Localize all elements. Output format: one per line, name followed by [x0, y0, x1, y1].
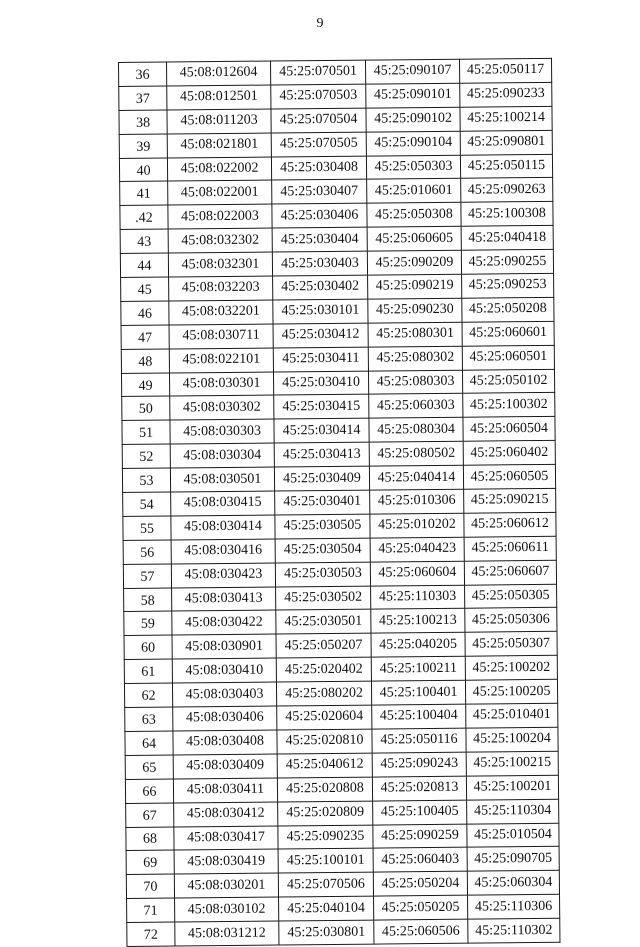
- cadastral-number-cell: 45:25:090102: [366, 107, 460, 132]
- row-number-cell: 51: [122, 420, 170, 444]
- cadastral-number-cell: 45:25:010401: [466, 703, 558, 728]
- cadastral-number-cell: 45:25:030502: [276, 586, 371, 611]
- cadastral-number-cell: 45:25:010306: [370, 489, 464, 514]
- cadastral-number-cell: 45:25:100214: [460, 106, 552, 131]
- cadastral-number-cell: 45:25:060402: [463, 441, 555, 466]
- cadastral-number-cell: 45:25:110304: [467, 799, 559, 824]
- cadastral-number-cell: 45:25:020810: [277, 729, 372, 754]
- cadastral-number-cell: 45:25:050117: [459, 58, 551, 83]
- cadastral-number-cell: 45:25:050205: [374, 895, 468, 920]
- row-number-cell: 68: [126, 826, 174, 850]
- row-number-cell: 36: [119, 62, 167, 86]
- cadastral-number-cell: 45:08:030201: [174, 873, 278, 898]
- cadastral-number-cell: 45:25:050305: [465, 584, 557, 609]
- cadastral-number-cell: 45:25:100215: [466, 751, 558, 776]
- row-number-cell: 55: [123, 516, 171, 540]
- cadastral-number-cell: 45:25:080303: [368, 370, 462, 395]
- row-number-cell: 40: [119, 158, 167, 182]
- cadastral-number-cell: 45:08:030408: [173, 730, 277, 755]
- cadastral-number-cell: 45:25:030406: [272, 203, 367, 228]
- cadastral-number-cell: 45:08:011203: [167, 109, 271, 134]
- row-number-cell: 46: [121, 301, 169, 325]
- cadastral-number-cell: 45:25:030404: [272, 227, 367, 252]
- cadastral-number-cell: 45:25:050204: [373, 871, 467, 896]
- row-number-cell: 72: [127, 922, 175, 946]
- cadastral-number-cell: 45:25:090233: [460, 82, 552, 107]
- cadastral-number-cell: 45:08:032201: [169, 300, 273, 325]
- cadastral-number-cell: 45:25:030411: [273, 347, 368, 372]
- cadastral-number-cell: 45:08:030414: [171, 515, 275, 540]
- cadastral-number-cell: 45:25:090705: [467, 847, 559, 872]
- cadastral-number-cell: 45:25:010202: [370, 513, 464, 538]
- cadastral-number-cell: 45:25:090263: [461, 178, 553, 203]
- cadastral-number-cell: 45:25:060612: [464, 512, 556, 537]
- cadastral-number-cell: 45:25:020809: [278, 801, 373, 826]
- cadastral-number-cell: 45:25:030412: [273, 323, 368, 348]
- cadastral-number-cell: 45:25:070501: [270, 60, 365, 85]
- cadastral-number-cell: 45:25:040104: [279, 896, 374, 921]
- cadastral-number-cell: 45:25:010601: [367, 179, 461, 204]
- cadastral-number-cell: 45:25:050303: [366, 155, 460, 180]
- row-number-cell: 58: [124, 588, 172, 612]
- cadastral-number-cell: 45:08:021801: [167, 133, 271, 158]
- cadastral-number-cell: 45:08:030419: [174, 849, 278, 874]
- cadastral-number-cell: 45:25:050306: [465, 608, 557, 633]
- cadastral-number-cell: 45:25:080202: [276, 681, 371, 706]
- row-number-cell: 63: [125, 707, 173, 731]
- row-number-cell: 45: [121, 277, 169, 301]
- cadastral-number-cell: 45:25:060403: [373, 848, 467, 873]
- cadastral-number-cell: 45:25:080502: [369, 441, 463, 466]
- cadastral-number-cell: 45:25:090253: [462, 273, 554, 298]
- cadastral-number-cell: 45:25:040205: [371, 633, 465, 658]
- cadastral-number-cell: 45:08:030302: [170, 395, 274, 420]
- cadastral-number-cell: 45:25:050308: [367, 203, 461, 228]
- cadastral-number-cell: 45:08:032301: [168, 252, 272, 277]
- page-number: 9: [316, 16, 324, 31]
- row-number-cell: .42: [120, 205, 168, 229]
- cadastral-number-cell: 45:25:070503: [271, 84, 366, 109]
- cadastral-number-cell: 45:08:030303: [170, 419, 274, 444]
- row-number-cell: 57: [123, 564, 171, 588]
- cadastral-number-cell: 45:08:022101: [169, 348, 273, 373]
- row-number-cell: 71: [127, 898, 175, 922]
- cadastral-number-cell: 45:25:030401: [275, 490, 370, 515]
- cadastral-number-cell: 45:25:060607: [464, 560, 556, 585]
- cadastral-number-cell: 45:25:030801: [279, 920, 374, 945]
- row-number-cell: 53: [122, 468, 170, 492]
- cadastral-number-cell: 45:25:060304: [467, 871, 559, 896]
- cadastral-number-cell: 45:25:050307: [465, 632, 557, 657]
- table-body: [119, 58, 560, 946]
- cadastral-number-cell: 45:25:020604: [277, 705, 372, 730]
- cadastral-number-cell: 45:25:030402: [273, 275, 368, 300]
- cadastral-number-cell: 45:25:100211: [371, 656, 465, 681]
- cadastral-number-cell: 45:08:030304: [170, 443, 274, 468]
- cadastral-number-cell: 45:25:030407: [272, 180, 367, 205]
- row-number-cell: 64: [125, 731, 173, 755]
- cadastral-number-cell: 45:08:030711: [169, 324, 273, 349]
- cadastral-number-cell: 45:25:110303: [371, 585, 465, 610]
- table-row: [127, 918, 560, 946]
- cadastral-number-cell: 45:25:030403: [272, 251, 367, 276]
- cadastral-number-cell: 45:25:050207: [276, 633, 371, 658]
- cadastral-number-cell: 45:25:030410: [273, 371, 368, 396]
- cadastral-number-cell: 45:25:100405: [373, 800, 467, 825]
- cadastral-number-cell: 45:08:030422: [172, 610, 276, 635]
- cadastral-number-cell: 45:08:030415: [171, 491, 275, 516]
- cadastral-number-cell: 45:08:030406: [173, 706, 277, 731]
- cadastral-number-cell: 45:25:110306: [468, 894, 560, 919]
- cadastral-number-cell: 45:08:030301: [169, 372, 273, 397]
- cadastral-number-cell: 45:25:030501: [276, 610, 371, 635]
- row-number-cell: 37: [119, 86, 167, 110]
- cadastral-number-cell: 45:25:020808: [277, 777, 372, 802]
- cadastral-number-cell: 45:08:030403: [172, 682, 276, 707]
- cadastral-number-cell: 45:25:030415: [274, 395, 369, 420]
- cadastral-number-cell: 45:08:012501: [167, 85, 271, 110]
- cadastral-number-cell: 45:08:030416: [171, 539, 275, 564]
- cadastral-number-cell: 45:25:060604: [370, 561, 464, 586]
- cadastral-number-cell: 45:25:050208: [462, 297, 554, 322]
- cadastral-number-cell: 45:25:030413: [274, 442, 369, 467]
- row-number-cell: 56: [123, 540, 171, 564]
- cadastral-number-cell: 45:25:050102: [462, 369, 554, 394]
- cadastral-number-cell: 45:08:022003: [168, 204, 272, 229]
- cadastral-number-cell: 45:25:080302: [368, 346, 462, 371]
- cadastral-number-cell: 45:25:070506: [278, 872, 373, 897]
- row-number-cell: 52: [122, 444, 170, 468]
- cadastral-number-cell: 45:25:090209: [367, 250, 461, 275]
- cadastral-number-cell: 45:08:030423: [171, 563, 275, 588]
- cadastral-number-cell: 45:08:030102: [175, 897, 279, 922]
- cadastral-number-cell: 45:08:030411: [173, 778, 277, 803]
- cadastral-number-cell: 45:08:030412: [174, 802, 278, 827]
- cadastral-number-cell: 45:08:032203: [169, 276, 273, 301]
- cadastral-number-cell: 45:08:032302: [168, 228, 272, 253]
- cadastral-number-cell: 45:25:020402: [276, 657, 371, 682]
- cadastral-number-cell: 45:25:110302: [468, 918, 560, 943]
- cadastral-number-cell: 45:25:100401: [371, 680, 465, 705]
- cadastral-number-cell: 45:25:010504: [467, 823, 559, 848]
- cadastral-number-cell: 45:08:030410: [172, 658, 276, 683]
- row-number-cell: 70: [126, 874, 174, 898]
- row-number-cell: 47: [121, 325, 169, 349]
- cadastral-number-cell: 45:08:030417: [174, 826, 278, 851]
- cadastral-number-cell: 45:25:100204: [466, 727, 558, 752]
- cadastral-number-cell: 45:25:100213: [371, 609, 465, 634]
- cadastral-number-cell: 45:25:100101: [278, 848, 373, 873]
- cadastral-number-cell: 45:25:030101: [273, 299, 368, 324]
- cadastral-number-cell: 45:25:090107: [365, 59, 459, 84]
- row-number-cell: 50: [122, 396, 170, 420]
- row-number-cell: 44: [120, 253, 168, 277]
- cadastral-number-cell: 45:25:100201: [466, 775, 558, 800]
- cadastral-number-cell: 45:25:060601: [462, 321, 554, 346]
- cadastral-number-cell: 45:25:100302: [463, 393, 555, 418]
- cadastral-number-cell: 45:25:030505: [275, 514, 370, 539]
- cadastral-number-cell: 45:25:050115: [460, 154, 552, 179]
- cadastral-number-cell: 45:08:022001: [168, 180, 272, 205]
- cadastral-number-cell: 45:08:030901: [172, 634, 276, 659]
- cadastral-number-cell: 45:25:030503: [275, 562, 370, 587]
- row-number-cell: 66: [125, 779, 173, 803]
- cadastral-number-cell: 45:25:090101: [366, 83, 460, 108]
- cadastral-number-cell: 45:08:030409: [173, 754, 277, 779]
- cadastral-number-cell: 45:25:060506: [374, 919, 468, 944]
- cadastral-number-cell: 45:25:060501: [462, 345, 554, 370]
- cadastral-number-cell: 45:25:090104: [366, 131, 460, 156]
- row-number-cell: 67: [126, 803, 174, 827]
- row-number-cell: 65: [125, 755, 173, 779]
- row-number-cell: 43: [120, 229, 168, 253]
- cadastral-number-cell: 45:25:060605: [367, 226, 461, 251]
- cadastral-number-cell: 45:25:070505: [271, 132, 366, 157]
- cadastral-number-cell: 45:25:090219: [368, 274, 462, 299]
- row-number-cell: 41: [120, 181, 168, 205]
- cadastral-number-cell: 45:25:030409: [274, 466, 369, 491]
- cadastral-number-cell: 45:25:060505: [463, 464, 555, 489]
- cadastral-number-cell: 45:25:050116: [372, 728, 466, 753]
- cadastral-number-cell: 45:25:090215: [464, 488, 556, 513]
- cadastral-number-cell: 45:25:100202: [465, 656, 557, 681]
- cadastral-table: [118, 58, 560, 947]
- cadastral-number-cell: 45:25:100205: [465, 679, 557, 704]
- cadastral-number-cell: 45:25:080301: [368, 322, 462, 347]
- cadastral-number-cell: 45:25:020813: [372, 776, 466, 801]
- cadastral-number-cell: 45:25:090255: [461, 249, 553, 274]
- cadastral-number-cell: 45:25:090230: [368, 298, 462, 323]
- cadastral-number-cell: 45:25:030408: [271, 156, 366, 181]
- cadastral-number-cell: 45:25:030414: [274, 418, 369, 443]
- cadastral-number-cell: 45:25:100404: [372, 704, 466, 729]
- row-number-cell: 59: [124, 611, 172, 635]
- row-number-cell: 69: [126, 850, 174, 874]
- cadastral-number-cell: 45:25:040423: [370, 537, 464, 562]
- cadastral-number-cell: 45:08:030413: [172, 587, 276, 612]
- cadastral-number-cell: 45:25:060611: [464, 536, 556, 561]
- cadastral-number-cell: 45:08:012604: [167, 61, 271, 86]
- cadastral-number-cell: 45:25:060303: [369, 394, 463, 419]
- row-number-cell: 39: [119, 134, 167, 158]
- cadastral-number-cell: 45:25:080304: [369, 418, 463, 443]
- cadastral-number-cell: 45:25:090235: [278, 825, 373, 850]
- cadastral-number-cell: 45:25:040612: [277, 753, 372, 778]
- row-number-cell: 54: [123, 492, 171, 516]
- row-number-cell: 48: [121, 349, 169, 373]
- row-number-cell: 62: [124, 683, 172, 707]
- row-number-cell: 49: [121, 373, 169, 397]
- cadastral-number-cell: 45:08:030501: [170, 467, 274, 492]
- cadastral-table-container: [118, 58, 560, 947]
- cadastral-number-cell: 45:25:100308: [461, 202, 553, 227]
- cadastral-number-cell: 45:25:060504: [463, 417, 555, 442]
- cadastral-number-cell: 45:08:022002: [167, 157, 271, 182]
- cadastral-number-cell: 45:25:030504: [275, 538, 370, 563]
- cadastral-number-cell: 45:25:090259: [373, 824, 467, 849]
- cadastral-number-cell: 45:25:090801: [460, 130, 552, 155]
- cadastral-number-cell: 45:25:070504: [271, 108, 366, 133]
- cadastral-number-cell: 45:25:040414: [369, 465, 463, 490]
- row-number-cell: 38: [119, 110, 167, 134]
- cadastral-number-cell: 45:08:031212: [175, 921, 279, 946]
- cadastral-number-cell: 45:25:040418: [461, 226, 553, 251]
- cadastral-number-cell: 45:25:090243: [372, 752, 466, 777]
- row-number-cell: 61: [124, 659, 172, 683]
- row-number-cell: 60: [124, 635, 172, 659]
